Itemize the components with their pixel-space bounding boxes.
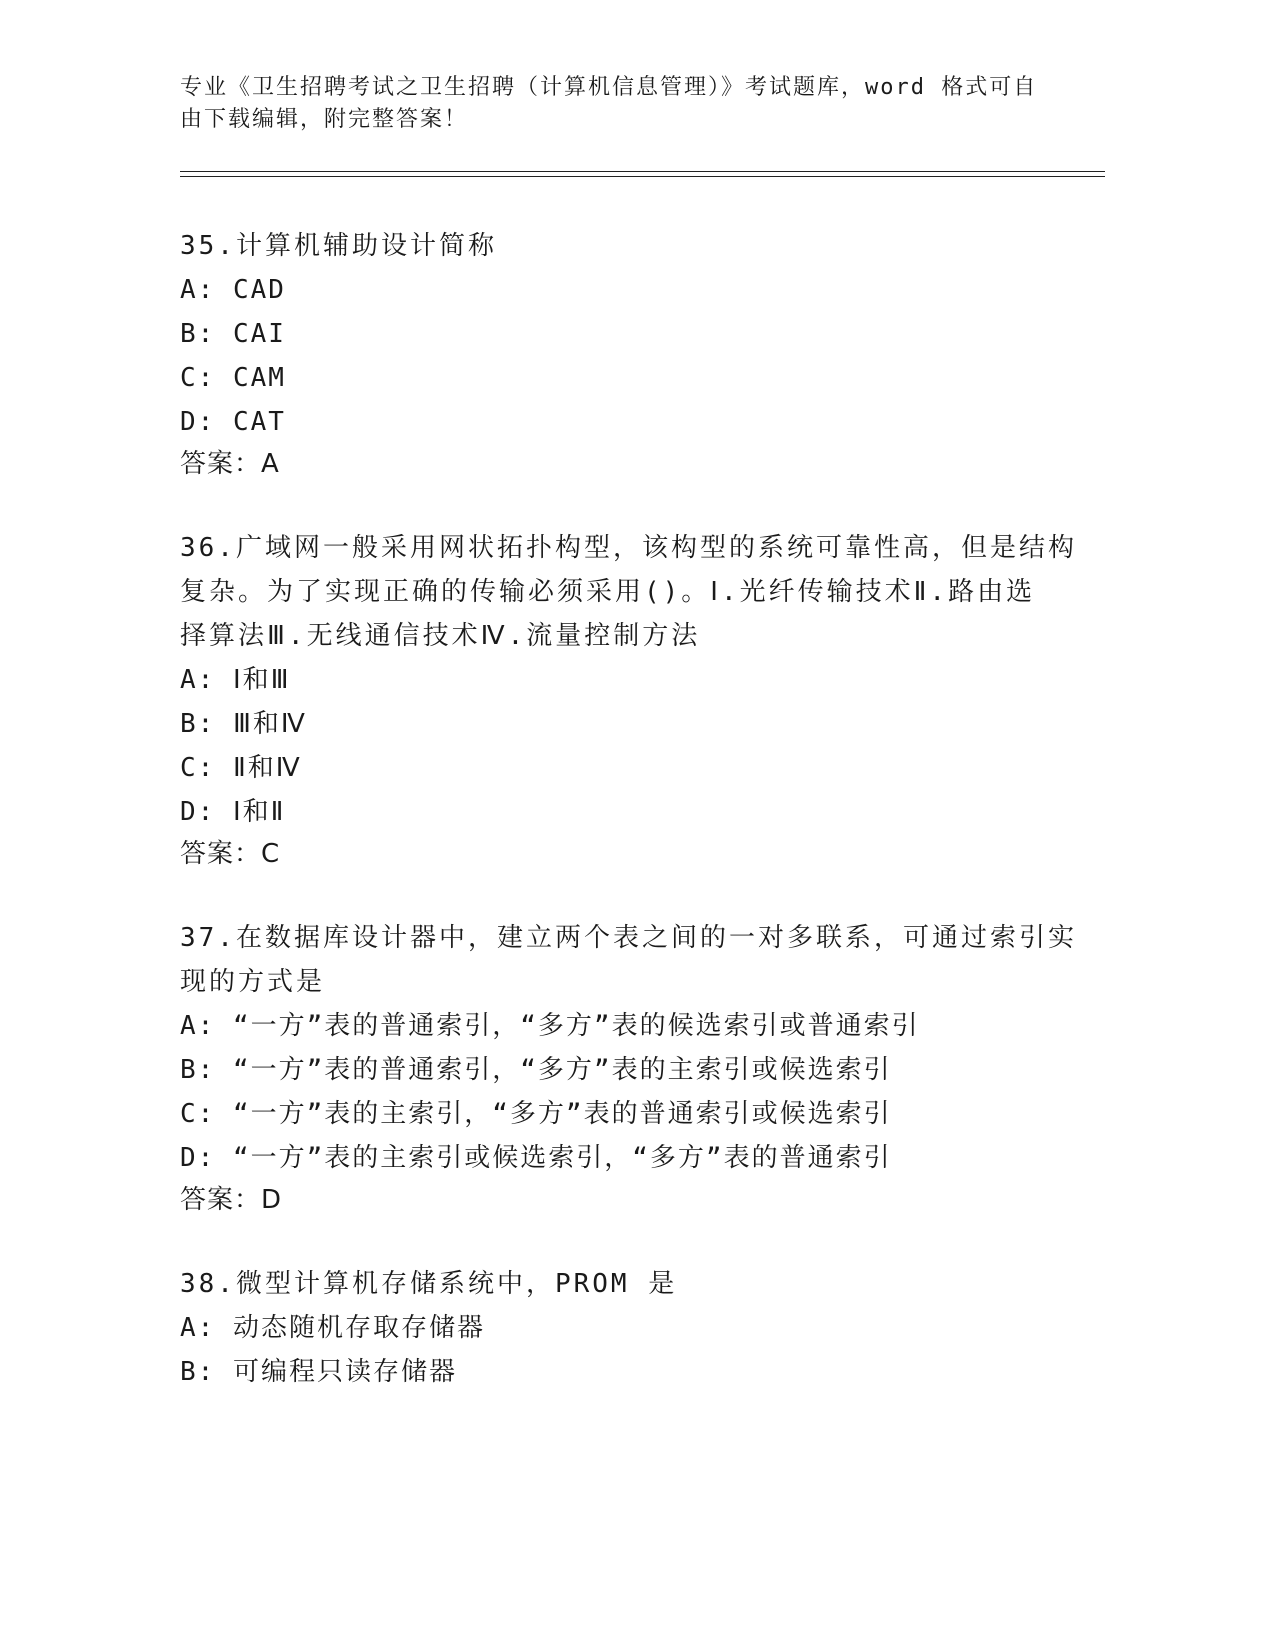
header-divider-top: [180, 171, 1105, 172]
stem-line: 35.计算机辅助设计简称: [180, 231, 497, 261]
question-38: [180, 1262, 1080, 1394]
option-b: B: “一方”表的普通索引，“多方”表的主索引或候选索引: [180, 1055, 892, 1085]
question-stem: [180, 916, 1080, 1004]
option-c: C: CAM: [180, 363, 286, 393]
option-b: B: Ⅲ和Ⅳ: [180, 709, 307, 739]
question-stem: [180, 224, 1080, 268]
stem-line: 36.广域网一般采用网状拓扑构型，该构型的系统可靠性高，但是结构: [180, 533, 1077, 563]
option-b: B: 可编程只读存储器: [180, 1357, 457, 1387]
question-stem: [180, 1262, 1080, 1306]
answer-label: 答案：A: [180, 449, 280, 479]
stem-line: 现的方式是: [180, 967, 326, 997]
option-list: [180, 658, 1080, 834]
stem-line: 38.微型计算机存储系统中，PROM 是: [180, 1269, 678, 1299]
stem-line: 复杂。为了实现正确的传输必须采用()。Ⅰ.光纤传输技术Ⅱ.路由选: [180, 577, 1036, 607]
header-divider-bottom: [180, 176, 1105, 177]
header-line-2: 由下载编辑，附完整答案！: [180, 107, 469, 132]
header-line-1: 专业《卫生招聘考试之卫生招聘（计算机信息管理）》考试题库，word 格式可自: [180, 75, 1038, 100]
option-a: A: 动态随机存取存储器: [180, 1313, 485, 1343]
option-d: D: Ⅰ和Ⅱ: [180, 797, 286, 827]
question-35: [180, 224, 1080, 484]
answer-label: 答案：C: [180, 839, 281, 869]
question-36: [180, 526, 1080, 874]
option-c: C: “一方”表的主索引，“多方”表的普通索引或候选索引: [180, 1099, 892, 1129]
option-a: A: Ⅰ和Ⅲ: [180, 665, 291, 695]
option-c: C: Ⅱ和Ⅳ: [180, 753, 302, 783]
answer-label: 答案：D: [180, 1185, 283, 1215]
question-37: [180, 916, 1080, 1220]
option-b: B: CAI: [180, 319, 286, 349]
question-stem: [180, 526, 1080, 658]
stem-line: 择算法Ⅲ.无线通信技术Ⅳ.流量控制方法: [180, 621, 701, 651]
option-list: [180, 1306, 1080, 1394]
option-list: [180, 1004, 1080, 1180]
question-list: [180, 224, 1080, 1436]
stem-line: 37.在数据库设计器中，建立两个表之间的一对多联系，可通过索引实: [180, 923, 1077, 953]
option-a: A: “一方”表的普通索引，“多方”表的候选索引或普通索引: [180, 1011, 920, 1041]
option-a: A: CAD: [180, 275, 286, 305]
document-header: [180, 72, 1060, 136]
option-d: D: CAT: [180, 407, 286, 437]
option-list: [180, 268, 1080, 444]
option-d: D: “一方”表的主索引或候选索引，“多方”表的普通索引: [180, 1143, 892, 1173]
